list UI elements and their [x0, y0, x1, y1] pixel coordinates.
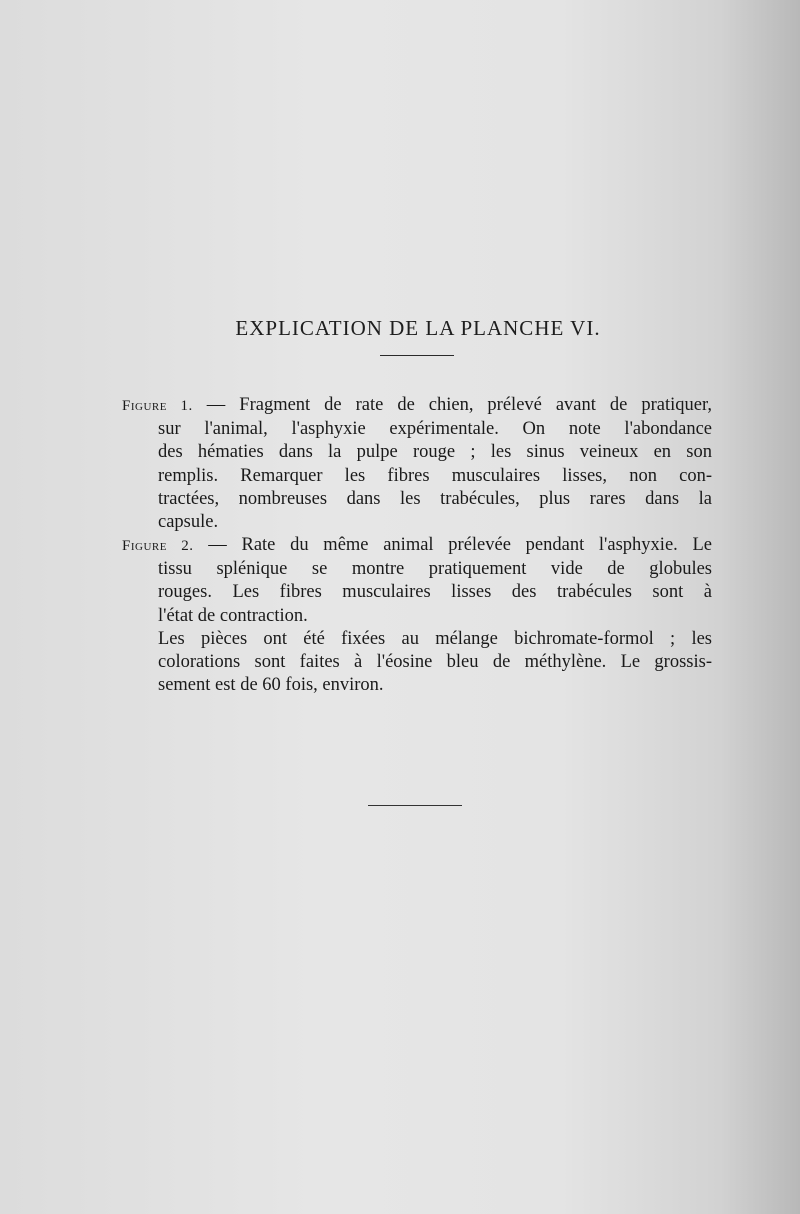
figure-2-caption: [122, 534, 712, 697]
caption-line: remplis. Remarquer les fibres musculaires lisses, non con-: [158, 465, 712, 486]
caption-line: [122, 394, 712, 418]
caption-line: colorations sont faites à l'éosine bleu de méthylène. Le grossis-: [158, 652, 712, 673]
caption-line: capsule.: [158, 512, 219, 533]
caption-line: tractées, nombreuses dans les trabécules, plus rares dans la: [158, 488, 712, 509]
title-divider: [380, 355, 454, 356]
caption-text: — Fragment de rate de chien, prélevé avant de pratiquer,: [206, 395, 712, 415]
figure-label: Figure 2.: [122, 538, 194, 554]
figure-1-caption: [122, 394, 712, 534]
page-title: EXPLICATION DE LA PLANCHE VI.: [235, 316, 601, 340]
caption-line: rouges. Les fibres musculaires lisses des trabécules sont à: [158, 582, 712, 603]
caption-line: Les pièces ont été fixées au mélange bichromate-formol ; les: [158, 628, 712, 649]
caption-line: tissu splénique se montre pratiquement vide de globules: [158, 559, 712, 580]
caption-text: — Rate du même animal prélevée pendant l'asphyxie. Le: [208, 535, 713, 555]
caption-line: [122, 534, 712, 558]
figure-label: Figure 1.: [122, 398, 193, 414]
caption-line: des hématies dans la pulpe rouge ; les sinus veineux en son: [158, 442, 712, 463]
end-divider: [368, 805, 462, 806]
caption-line: l'état de contraction.: [158, 605, 308, 626]
caption-line: sur l'animal, l'asphyxie expérimentale. On note l'abondance: [158, 419, 712, 440]
caption-line: sement est de 60 fois, environ.: [158, 675, 384, 696]
